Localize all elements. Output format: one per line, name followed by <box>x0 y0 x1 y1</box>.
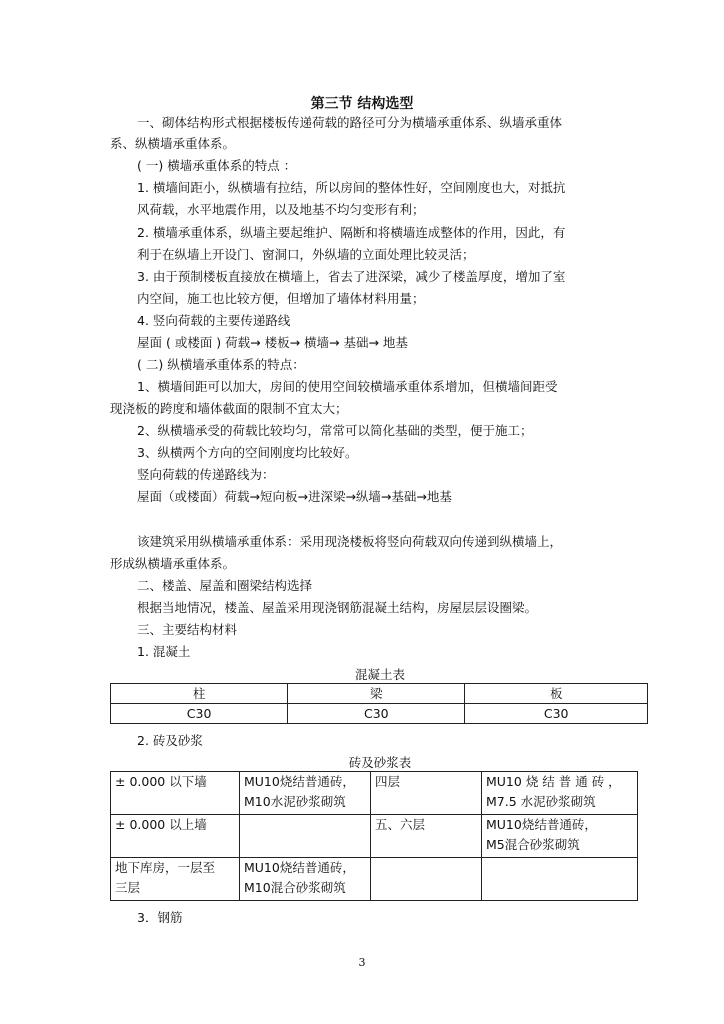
table-cell <box>111 858 240 901</box>
text-line: 3. 由于预制楼板直接放在横墙上，省去了进深梁，减少了楼盖厚度，增加了室 <box>137 269 566 284</box>
table-cell <box>482 815 638 858</box>
text-line: 现浇板的跨度和墙体截面的限制不宜太大； <box>110 401 348 416</box>
table-row <box>111 772 638 815</box>
text-line: 利于在纵墙上开设门、窗洞口，外纵墙的立面处理比较灵活； <box>137 247 475 262</box>
text-line: 1. 混凝土 <box>137 644 191 659</box>
section-title: 第三节 结构选型 <box>310 96 414 112</box>
text-line: 3．钢筋 <box>137 910 183 925</box>
table-cell-text: 五、六层 <box>375 817 426 832</box>
text-line: 屋面（或楼面）荷载→短向板→进深梁→纵墙→基础→地基 <box>137 489 452 504</box>
text-line: 4. 竖向荷载的主要传递路线 <box>137 313 291 328</box>
table-cell <box>111 815 240 858</box>
table-row <box>111 815 638 858</box>
table-cell <box>240 858 371 901</box>
table-cell: C30 <box>111 704 288 724</box>
concrete-table-caption: 混凝土表 <box>354 667 405 682</box>
text-line: 形成纵横墙承重体系。 <box>110 556 236 571</box>
table-header: 板 <box>465 684 648 704</box>
table-cell <box>371 815 482 858</box>
text-line: ( 二) 纵横墙承重体系的特点： <box>137 357 305 372</box>
table-cell <box>111 772 240 815</box>
table-header: 梁 <box>288 684 465 704</box>
table-cell-text: ± 0.000 以下墙 <box>115 774 207 789</box>
table-cell <box>371 858 482 901</box>
table-cell <box>371 772 482 815</box>
page-number: 3 <box>358 956 366 969</box>
table-cell-text: M10水泥砂浆砌筑 <box>244 794 346 809</box>
brick-table <box>110 771 638 901</box>
table-cell: C30 <box>288 704 465 724</box>
text-line: 内空间，施工也比较方便，但增加了墙体材料用量； <box>137 291 425 306</box>
table-cell-text: M7.5 水泥砂浆砌筑 <box>486 794 596 809</box>
brick-table-caption: 砖及砂浆表 <box>348 755 412 770</box>
text-line: ( 一) 横墙承重体系的特点 ： <box>137 158 297 173</box>
text-line: 风荷载，水平地震作用，以及地基不均匀变形有利； <box>137 202 425 217</box>
text-line: 2. 横墙承重体系，纵墙主要起维护、隔断和将横墙连成整体的作用，因此，有 <box>137 225 566 240</box>
text-line: 1. 横墙间距小，纵横墙有拉结，所以房间的整体性好，空间刚度也大，对抵抗 <box>137 180 566 195</box>
text-line: 一、砌体结构形式根据楼板传递荷载的路径可分为横墙承重体系、纵墙承重体 <box>137 115 563 130</box>
text-line: 系、纵横墙承重体系。 <box>110 136 236 151</box>
table-header: 柱 <box>111 684 288 704</box>
text-line: 1、横墙间距可以加大，房间的使用空间较横墙承重体系增加，但横墙间距受 <box>137 379 558 394</box>
text-line: 竖向荷载的传递路线为： <box>137 467 275 482</box>
table-cell <box>482 772 638 815</box>
text-line: 二、楼盖、屋盖和圈梁结构选择 <box>137 578 313 593</box>
text-line: 2. 砖及砂浆 <box>137 733 203 748</box>
table-cell-text: MU10烧结普通砖， <box>244 774 355 789</box>
table-cell <box>482 858 638 901</box>
table-cell-text: MU10烧结普通砖， <box>486 817 597 832</box>
table-cell: C30 <box>465 704 648 724</box>
text-line: 2、纵横墙承受的荷载比较均匀，常常可以简化基础的类型，便于施工； <box>137 423 533 438</box>
text-line: 三、主要结构材料 <box>137 622 238 637</box>
table-cell-text: ± 0.000 以上墙 <box>115 817 207 832</box>
table-cell <box>240 815 371 858</box>
table-cell-text: MU10 烧 结 普 通 砖 ， <box>486 774 621 789</box>
table-row <box>111 684 648 704</box>
concrete-table <box>110 683 648 724</box>
table-row <box>111 858 638 901</box>
table-cell-text: 三层 <box>115 880 141 895</box>
table-cell-text: M5混合砂浆砌筑 <box>486 837 580 852</box>
text-line: 该建筑采用纵横墙承重体系：采用现浇楼板将竖向荷载双向传递到纵横墙上， <box>137 534 563 549</box>
table-cell-text: 地下库房，一层至 <box>115 860 216 875</box>
table-cell-text: M10混合砂浆砌筑 <box>244 880 346 895</box>
text-line: 根据当地情况，楼盖、屋盖采用现浇钢筋混凝土结构，房屋层层设圈梁。 <box>137 600 538 615</box>
table-row <box>111 704 648 724</box>
text-line: 屋面 ( 或楼面 ) 荷载→ 楼板→ 横墙→ 基础→ 地基 <box>137 335 408 350</box>
table-cell-text: MU10烧结普通砖， <box>244 860 355 875</box>
text-line: 3、纵横两个方向的空间刚度均比较好。 <box>137 445 358 460</box>
table-cell-text: 四层 <box>375 774 401 789</box>
table-cell <box>240 772 371 815</box>
